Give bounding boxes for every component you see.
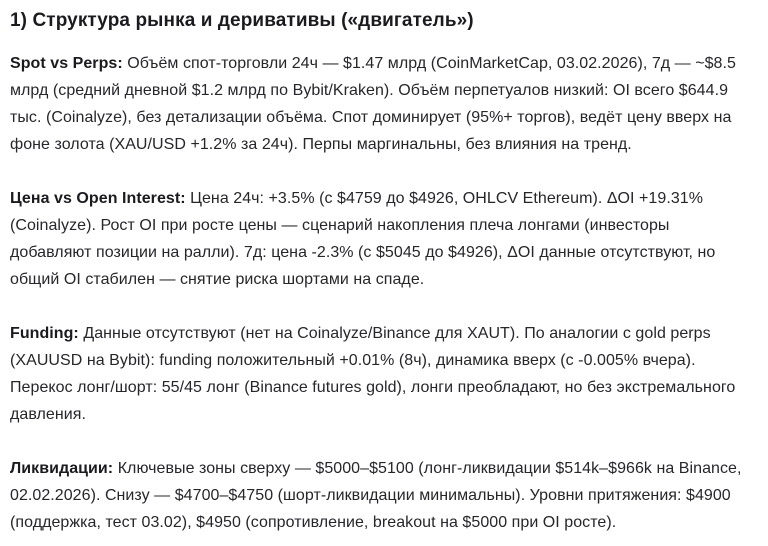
paragraph-price-vs-open-interest <box>10 185 754 293</box>
paragraph-label-price-vs-open-interest: Цена vs Open Interest: <box>10 190 186 207</box>
paragraph-spot-vs-perps <box>10 50 754 158</box>
paragraph-funding <box>10 320 754 428</box>
paragraph-label-spot-vs-perps: Spot vs Perps: <box>10 55 123 72</box>
page-title: 1) Структура рынка и деривативы («двигатель») <box>10 10 474 31</box>
paragraph-liquidations <box>10 455 754 536</box>
paragraph-text-price-vs-open-interest: Цена 24ч: +3.5% (с $4759 до $4926, OHLCV Ethereum). ΔOI +19.31% (Coinalyze). Рост OI при росте цены — сценарий накопления плеча лонгами (инвесторы добавляют позиции на ралли). 7д: цена -2.3% (с $5045 до $4926), ΔOI данные отсутствуют, но общий OI стабилен — снятие риска шортами на спаде. <box>10 190 716 288</box>
paragraph-text-spot-vs-perps: Объём спот-торговли 24ч — $1.47 млрд (CoinMarketCap, 03.02.2026), 7д — ~$8.5 млрд (средний дневной $1.2 млрд по Bybit/Kraken). Объём перпетуалов низкий: OI всего $644.9 тыс. (Coinalyze), без детализации объёма. Спот доминирует (95%+ торгов), ведёт цену вверх на фоне золота (XAU/USD +1.2% за 24ч). Перпы маргинальны, без влияния на тренд. <box>10 55 736 153</box>
paragraph-label-liquidations: Ликвидации: <box>10 460 114 477</box>
paragraph-label-funding: Funding: <box>10 325 79 342</box>
paragraph-text-liquidations: Ключевые зоны сверху — $5000–$5100 (лонг-ликвидации $514k–$966k на Binance, 02.02.2026). Снизу — $4700–$4750 (шорт-ликвидации минимальны). Уровни притяжения: $4900 (поддержка, тест 03.02), $4950 (сопротивление, breakout на $5000 при OI росте). <box>10 460 742 531</box>
paragraph-text-funding: Данные отсутствуют (нет на Coinalyze/Binance для XAUT). По аналогии с gold perps (XAUUSD на Bybit): funding положительный +0.01% (8ч), динамика вверх (с -0.005% вчера). Перекос лонг/шорт: 55/45 лонг (Binance futures gold), лонги преобладают, но без экстремального давления. <box>10 325 736 423</box>
